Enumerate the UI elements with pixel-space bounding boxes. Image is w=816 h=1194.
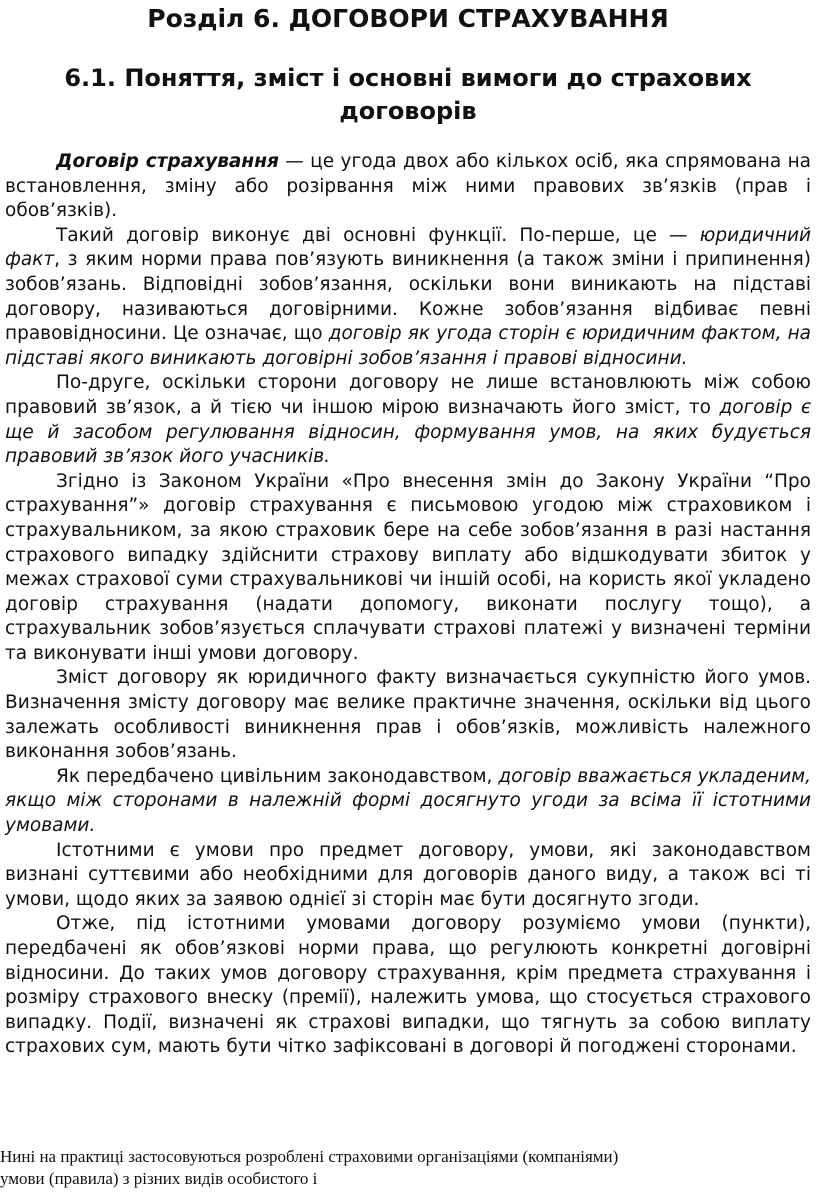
paragraph-functions: Такий договір виконує дві основні функції. По-перше, це — юридичний факт, з яким норми права пов’язують виникнення (а також зміни і припинення) зобов’язань. Відповідні зобов’язання, оскільки вони виникають на підставі договору, називаються договірними. Кожне зобов’язання відбиває певні правовідносини. Це означає, що договір як угода сторін є юридичним фактом, на підставі якого виникають договірні зобов’язання і правові відносини. <box>5 224 812 369</box>
footer-note-line-2: умови (правила) з різних видів особистого і <box>0 1169 318 1188</box>
chapter-title: Розділ 6. ДОГОВОРИ СТРАХУВАННЯ <box>147 4 669 33</box>
paragraph-civil-law: Як передбачено цивільним законодавством, договір вважається укладеним, якщо між сторонами в належній формі досягнуто угоди за всіма її істотними умовами. <box>5 765 811 837</box>
paragraph-law-definition: Згідно із Законом України «Про внесення змін до Закону України “Про страхування”» договір страхування є письмовою угодою між страховиком і страхувальником, за якою страховик бере на себе зобов’язання в разі настання страхового випадку здійснити страхову виплату або відшкодувати збиток у межах страхової суми страхувальникові чи іншій особі, на користь якої укладено договір страхування (надати допомогу, виконати послугу тощо), а страхувальник зобов’язується сплачувати страхові платежі у визначені терміни та виконувати інші умови договору. <box>5 470 811 664</box>
footer-note <box>0 1146 800 1190</box>
paragraph-second-function: По-друге, оскільки сторони договору не лише встановлюють між собою правовий зв’язок, а й тією чи іншою мірою визначають його зміст, то договір є ще й засобом регулювання відносин, формування умов, на яких будується правовий зв’язок його учасників. <box>5 372 811 468</box>
paragraph-contract-content: Зміст договору як юридичного факту визначається сукупністю його умов. Визначення змісту договору має велике практичне значення, оскільки від цього залежать особливості виникнення прав і обов’язків, можливість належного виконання зобов’язань. <box>5 667 811 763</box>
body-text <box>5 150 811 1060</box>
footer-note-line-1: Нині на практиці застосовуються розроблені страховими організаціями (компаніями) <box>0 1147 619 1166</box>
defined-term: Договір страхування <box>56 151 279 172</box>
paragraph-insurance-terms: Отже, під істотними умовами договору розуміємо умови (пункти), передбачені як обов’язкові норми права, що регулюють конкретні договірні відносини. До таких умов договору страхування, крім предмета страхування і розміру страхового внеску (премії), належить умова, що стосується страхового випадку. Події, визначені як страхові випадки, що тягнуть за собою виплату страхових сум, мають бути чітко зафіксовані в договорі й погоджені сторонами. <box>5 913 811 1058</box>
section-title: 6.1. Поняття, зміст і основні вимоги до страхових договорів <box>64 64 752 125</box>
paragraph-definition: Договір страхування — це угода двох або кількох осіб, яка спрямована на встановлення, зміну або розірвання між ними правових зв’язків (прав і обов’язків). <box>5 151 811 222</box>
paragraph-essential-terms: Істотними є умови про предмет договору, умови, які законодавством визнані суттєвими або необхідними для договорів даного виду, а також всі ті умови, щодо яких за заявою однієї зі сторін має бути досягнуто згоди. <box>5 839 811 910</box>
